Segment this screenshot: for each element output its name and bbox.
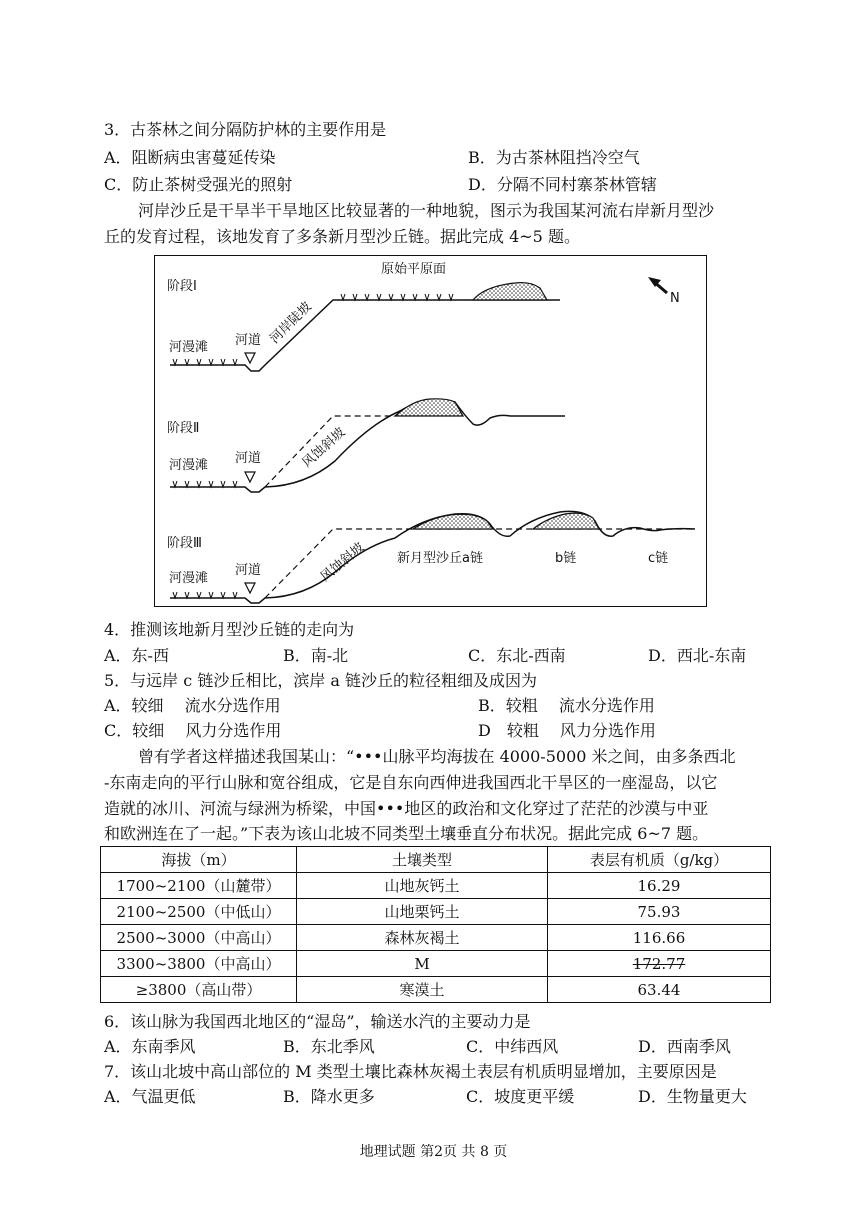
stage3-erosion-slope-label: 风蚀斜坡 <box>317 540 368 586</box>
passage2-line2: -东南走向的平行山脉和宽谷组成，它是自东向西伸进我国西北干旱区的一座湿岛，以它 <box>104 773 718 792</box>
diagram-svg <box>155 256 708 608</box>
stage3-vegetation <box>173 592 237 598</box>
stage1-vegetation <box>173 294 453 365</box>
north-label: N <box>670 291 680 306</box>
cell-organic-matter: 116.66 <box>548 925 771 951</box>
cell-altitude: 1700~2100（山麓带） <box>101 873 297 899</box>
table-row <box>101 925 771 951</box>
q7-option-d: D．生物量更大 <box>638 1087 747 1106</box>
soil-distribution-table <box>100 846 771 1003</box>
stage2-floodplain-label: 河漫滩 <box>169 458 209 473</box>
passage2-line4: 和欧洲连在了一起。”下表为该山北坡不同类型土壤垂直分布状况。据此完成 6~7 题。 <box>104 824 709 843</box>
table-row <box>101 873 771 899</box>
plain-label: 原始平原面 <box>381 262 447 277</box>
cell-organic-matter: 16.29 <box>548 873 771 899</box>
page-footer: 地理试题 第2页 共 8 页 <box>359 1144 508 1160</box>
dune-b-label: b链 <box>555 551 577 566</box>
stage2-vegetation <box>173 481 237 487</box>
q3-option-b: B．为古茶林阻挡冷空气 <box>468 148 640 167</box>
header-altitude: 海拔（m） <box>101 847 297 873</box>
stage2-channel-label: 河道 <box>235 451 262 466</box>
north-arrow-icon <box>648 277 667 293</box>
table-row <box>101 899 771 925</box>
cell-organic-matter: 172.77 <box>548 951 771 977</box>
stage2-water-level-icon <box>245 472 255 482</box>
stage1-profile <box>170 300 560 371</box>
dune-a-label: 新月型沙丘a链 <box>397 551 483 566</box>
passage1-line1: 河岸沙丘是干旱半干旱地区比较显著的一种地貌，图示为我国某河流右岸新月型沙 <box>138 201 715 220</box>
q4-option-a: A．东-西 <box>104 646 169 665</box>
cell-soil-type: 山地栗钙土 <box>297 899 548 925</box>
stage3-channel-label: 河道 <box>235 563 262 578</box>
q4-option-d: D．西北-东南 <box>648 646 747 665</box>
cell-organic-matter: 75.93 <box>548 899 771 925</box>
stage2-profile <box>170 400 565 492</box>
dune-c-label: c链 <box>648 551 669 566</box>
table-row <box>101 977 771 1003</box>
q7-option-b: B．降水更多 <box>283 1087 375 1106</box>
q5-stem: 5．与远岸 c 链沙丘相比，滨岸 a 链沙丘的粒径粗细及成因为 <box>104 671 538 690</box>
q5-option-a: A．较细 流水分选作用 <box>104 696 281 715</box>
stage2-dune <box>395 399 463 416</box>
stage2-label: 阶段Ⅱ <box>167 421 200 436</box>
stage1-floodplain-label: 河漫滩 <box>169 340 209 355</box>
q5-option-d: D 较粗 风力分选作用 <box>478 721 656 740</box>
header-organic-matter: 表层有机质（g/kg） <box>548 847 771 873</box>
table-row <box>101 951 771 977</box>
stage1-label: 阶段Ⅰ <box>167 279 197 294</box>
stage3-floodplain-label: 河漫滩 <box>169 571 209 586</box>
q3-option-c: C．防止茶树受强光的照射 <box>104 175 293 194</box>
cell-altitude: 2500~3000（中高山） <box>101 925 297 951</box>
q6-option-b: B．东北季风 <box>283 1037 375 1056</box>
stage3-label: 阶段Ⅲ <box>167 536 202 551</box>
cell-soil-type: 寒漠土 <box>297 977 548 1003</box>
stage1-dune <box>473 283 547 300</box>
cell-altitude: 3300~3800（中高山） <box>101 951 297 977</box>
q6-option-a: A．东南季风 <box>104 1037 196 1056</box>
stage1-channel-label: 河道 <box>235 333 262 348</box>
q4-stem: 4．推测该地新月型沙丘链的走向为 <box>104 620 355 639</box>
q5-option-b: B．较粗 流水分选作用 <box>478 696 655 715</box>
cell-organic-matter: 63.44 <box>548 977 771 1003</box>
q3-option-a: A．阻断病虫害蔓延传染 <box>104 148 276 167</box>
q4-option-b: B．南-北 <box>283 646 349 665</box>
q7-option-a: A．气温更低 <box>104 1087 196 1106</box>
bank-slope-label: 河岸陡坡 <box>267 299 315 347</box>
passage2-line1: 曾有学者这样描述我国某山：“•••山脉平均海拔在 4000-5000 米之间，由多条西北 <box>138 747 736 766</box>
cell-altitude: 2100~2500（中低山） <box>101 899 297 925</box>
stage1-water-level-icon <box>245 353 255 363</box>
passage1-line2: 丘的发育过程，该地发育了多条新月型沙丘链。据此完成 4~5 题。 <box>104 227 580 246</box>
cell-soil-type: 森林灰褐土 <box>297 925 548 951</box>
header-soil-type: 土壤类型 <box>297 847 548 873</box>
cell-soil-type: M <box>297 951 548 977</box>
passage2-line3: 造就的冰川、河流与绿洲为桥梁，中国•••地区的政治和文化穿过了茫茫的沙漠与中亚 <box>104 799 709 818</box>
stage3-water-level-icon <box>245 583 255 593</box>
table-header-row <box>101 847 771 873</box>
q7-option-c: C．坡度更平缓 <box>466 1087 575 1106</box>
q5-option-c: C．较细 风力分选作用 <box>104 721 282 740</box>
q7-stem: 7．该山北坡中高山部位的 M 类型土壤比森林灰褐土表层有机质明显增加，主要原因是 <box>104 1062 717 1081</box>
q6-option-d: D．西南季风 <box>638 1037 731 1056</box>
cell-altitude: ≥3800（高山带） <box>101 977 297 1003</box>
cell-soil-type: 山地灰钙土 <box>297 873 548 899</box>
q6-stem: 6．该山脉为我国西北地区的“湿岛”，输送水汽的主要动力是 <box>104 1012 531 1031</box>
q6-option-c: C．中纬西风 <box>466 1037 559 1056</box>
stage3-dune-b <box>533 513 599 529</box>
q3-option-d: D．分隔不同村寨茶林管辖 <box>468 175 657 194</box>
q3-stem: 3．古茶林之间分隔防护林的主要作用是 <box>104 120 387 139</box>
stage2-erosion-slope-label: 风蚀斜坡 <box>299 425 349 471</box>
dune-development-diagram <box>154 255 707 607</box>
q4-option-c: C．东北-西南 <box>468 646 566 665</box>
